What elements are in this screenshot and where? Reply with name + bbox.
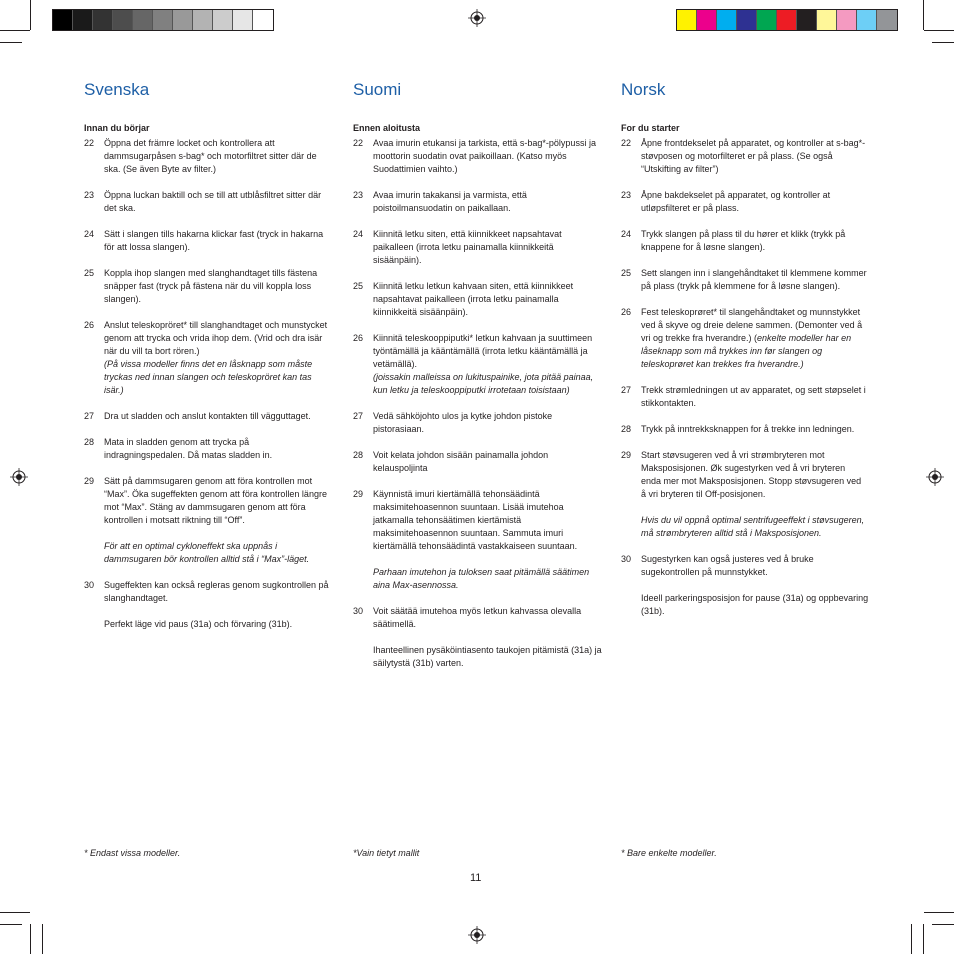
instruction-step (84, 410, 334, 423)
color-swatch (697, 10, 717, 30)
crop-mark (0, 30, 30, 31)
instruction-step (353, 449, 603, 475)
language-title: Svenska (84, 80, 150, 99)
footnote-norsk: * Bare enkelte modeller. (621, 848, 717, 858)
step-body: Öppna det främre locket och kontrollera att dammsugarpåsen s-bag* och motorfiltret sitter där de ska. (Se även Byte av filter.) (104, 138, 317, 174)
step-text (104, 410, 334, 423)
step-body: Sugeffekten kan också regleras genom sugkontrollen på slanghandtaget. (104, 580, 329, 603)
color-swatch (717, 10, 737, 30)
step-text (373, 280, 603, 319)
color-swatch (777, 10, 797, 30)
step-body: Kiinnitä letku siten, että kiinnikkeet napsahtavat paikalleen (irrota letku painamalla kiinnikkeitä sisäänpäin). (373, 229, 562, 265)
instruction-step (621, 267, 871, 293)
step-number: 29 (621, 450, 632, 460)
section-heading: For du starter (621, 123, 680, 133)
crop-mark (0, 924, 22, 925)
step-number: 24 (353, 229, 364, 239)
instruction-step (621, 553, 871, 579)
step-number: 23 (84, 190, 95, 200)
step-text (104, 137, 334, 176)
instruction-step (84, 319, 334, 397)
step-text (373, 449, 603, 475)
registration-mark-icon (10, 468, 28, 486)
color-swatch (233, 10, 253, 30)
extra-paragraph: Perfekt läge vid paus (31a) och förvaring (31b). (104, 619, 293, 629)
crop-mark (30, 0, 31, 30)
instruction-step (621, 449, 871, 501)
step-body: Dra ut sladden och anslut kontakten till vägguttaget. (104, 411, 311, 421)
step-body: Start støvsugeren ved å vri strømbryteren mot Maksposisjonen. Øk sugestyrken ved å vri bryteren enda mer mot Maksposisjonen. Stopp støvsugeren ved å vri bryteren til Off-posisjonen. (641, 450, 862, 499)
instruction-step (621, 137, 871, 176)
crop-mark (924, 912, 954, 913)
section-heading: Innan du börjar (84, 123, 150, 133)
step-body: Kiinnitä letku letkun kahvaan siten, että kiinnikkeet napsahtavat paikalleen (irrota letku painamalla kiinnikkeitä sisäänpäin). (373, 281, 574, 317)
tip-paragraph: Hvis du vil oppnå optimal sentrifugeeffekt i støvsugeren, må strømbryteren alltid stå i Maksposisjonen. (641, 515, 865, 538)
color-swatch (133, 10, 153, 30)
step-text (641, 137, 871, 176)
color-swatch (677, 10, 697, 30)
step-number: 23 (621, 190, 632, 200)
instruction-step (621, 423, 871, 436)
step-text (373, 410, 603, 436)
instruction-step (621, 228, 871, 254)
footnote-svenska: * Endast vissa modeller. (84, 848, 181, 858)
step-body: Sett slangen inn i slangehåndtaket til klemmene kommer på plass (trykk på klemmene for å løsne slangen). (641, 268, 867, 291)
step-body: Öppna luckan baktill och se till att utblåsfiltret sitter där det ska. (104, 190, 322, 213)
column-svenska (84, 80, 334, 631)
section-heading: Ennen aloitusta (353, 123, 421, 133)
crop-mark (30, 924, 31, 954)
color-swatch (73, 10, 93, 30)
color-swatch (797, 10, 817, 30)
step-body: Sugestyrken kan også justeres ved å bruke sugekontrollen på munnstykket. (641, 554, 814, 577)
step-text (373, 332, 603, 397)
step-body: Trykk slangen på plass til du hører et klikk (trykk på knappene for å løsne slangen). (641, 229, 846, 252)
step-number: 24 (84, 229, 95, 239)
color-swatch (113, 10, 133, 30)
step-number: 30 (84, 580, 95, 590)
step-body: Käynnistä imuri kiertämällä tehonsäädintä maksimitehoasennon suuntaan. Lisää imutehoa jatkamalla tehonsäätimen kiertämistä maksimitehoasennon suuntaan. Sammuta imuri kiertämällä tehonsäädintä vastakkaiseen suuntaan. (373, 489, 578, 551)
step-text (373, 228, 603, 267)
step-number: 22 (621, 138, 632, 148)
registration-mark-icon (468, 9, 486, 27)
step-text (641, 384, 871, 410)
step-number: 22 (84, 138, 95, 148)
step-note: enkelte modeller har en låseknapp som må trykkes inn før slangen og teleskoprøret kan trekkes fra hverandre.) (641, 333, 852, 369)
step-number: 28 (353, 450, 364, 460)
step-note: (På vissa modeller finns det en låsknapp som måste tryckas ned innan slangen och teleskopröret kan tas isär.) (104, 359, 313, 395)
column-norsk (621, 80, 871, 618)
step-text (104, 475, 334, 527)
instruction-step (353, 137, 603, 176)
instruction-step (353, 228, 603, 267)
crop-mark (42, 924, 43, 954)
step-number: 25 (84, 268, 95, 278)
color-swatch (737, 10, 757, 30)
color-swatch (213, 10, 233, 30)
step-text (104, 579, 334, 605)
instruction-step (353, 189, 603, 215)
instruction-step (84, 228, 334, 254)
step-text (373, 137, 603, 176)
step-number: 29 (353, 489, 364, 499)
color-swatch (53, 10, 73, 30)
grayscale-color-bar (52, 9, 274, 31)
step-body: Sätt i slangen tills hakarna klickar fast (tryck in hakarna för att lossa slangen). (104, 229, 324, 252)
step-body: Kiinnitä teleskooppiputki* letkun kahvaan ja suuttimeen työntämällä ja kääntämällä (irrota letku kääntämällä ja vetämällä). (373, 333, 593, 369)
color-swatch (173, 10, 193, 30)
step-body: Anslut teleskopröret* till slanghandtaget och munstycket genom att trycka och vrida ihop dem. (Vrid och dra isär när du vill ta bort rören.) (104, 320, 328, 356)
instruction-step (353, 332, 603, 397)
step-text (104, 228, 334, 254)
step-number: 26 (353, 333, 364, 343)
instruction-step (84, 189, 334, 215)
step-number: 25 (353, 281, 364, 291)
step-number: 28 (621, 424, 632, 434)
instruction-step (621, 306, 871, 371)
language-title: Suomi (353, 80, 402, 99)
color-swatch (837, 10, 857, 30)
step-note: (joissakin malleissa on lukituspainike, jota pitää painaa, kun letku ja teleskooppiputki irrotetaan toisistaan) (373, 372, 594, 395)
registration-mark-icon (468, 926, 486, 944)
extra-paragraph: Ihanteellinen pysäköintiasento taukojen pitämistä (31a) ja säilytystä (31b) varten. (373, 645, 602, 668)
instruction-step (84, 267, 334, 306)
step-body: Åpne bakdekselet på apparatet, og kontroller at utløpsfilteret er på plass. (641, 190, 831, 213)
step-number: 27 (353, 411, 364, 421)
footnote-suomi: *Vain tietyt mallit (353, 848, 420, 858)
instruction-step (84, 579, 334, 605)
step-number: 27 (84, 411, 95, 421)
color-swatch (93, 10, 113, 30)
step-text (641, 553, 871, 579)
step-body: Mata in sladden genom att trycka på indragningspedalen. Då matas sladden in. (104, 437, 273, 460)
step-text (641, 306, 871, 371)
instruction-step (353, 280, 603, 319)
step-text (104, 436, 334, 462)
step-number: 27 (621, 385, 632, 395)
step-text (641, 267, 871, 293)
step-body: Avaa imurin takakansi ja varmista, että poistoilmansuodatin on paikallaan. (373, 190, 527, 213)
step-text (373, 189, 603, 215)
color-swatch (817, 10, 837, 30)
instruction-step (353, 410, 603, 436)
step-number: 22 (353, 138, 364, 148)
instruction-step (84, 137, 334, 176)
step-body: Koppla ihop slangen med slanghandtaget tills fästena snäpper fast (tryck på fästena när du vill koppla loss slangen). (104, 268, 318, 304)
tip-paragraph: För att en optimal cykloneffekt ska uppnås i dammsugaren bör kontrollen alltid stå i “Max”-läget. (104, 541, 310, 564)
step-text (104, 267, 334, 306)
crop-mark (911, 924, 912, 954)
step-body: Trykk på inntrekksknappen for å trekke inn ledningen. (641, 424, 855, 434)
instruction-step (621, 384, 871, 410)
step-text (641, 228, 871, 254)
tip-paragraph: Parhaan imutehon ja tuloksen saat pitämällä säätimen aina Max-asennossa. (373, 567, 590, 590)
step-body: Sätt på dammsugaren genom att föra kontrollen mot “Max”. Öka sugeffekten genom att föra kontrollen längre mot “Max”. Stäng av dammsugaren genom att föra kontrollen i motsatt riktning till “Off”. (104, 476, 327, 525)
color-swatch (193, 10, 213, 30)
step-body: Åpne frontdekselet på apparatet, og kontroller at s-bag*-støvposen og motorfilteret er på plass. (Se også “Utskifting av filter”) (641, 138, 866, 174)
column-suomi (353, 80, 603, 670)
step-body: Avaa imurin etukansi ja tarkista, että s-bag*-pölypussi ja moottorin suodatin ovat paikoillaan. (Katso myös Suodattimien vaihto.) (373, 138, 596, 174)
page-number: 11 (470, 872, 482, 884)
step-text (104, 319, 334, 397)
step-body: Fest teleskoprøret* til slangehåndtaket og munnstykket ved å skyve og dreie delene sammen. (Demonter ved å vri og trekke fra hverandre.) ( (641, 307, 863, 343)
step-number: 30 (621, 554, 632, 564)
step-body: Voit kelata johdon sisään painamalla johdon kelauspoljinta (373, 450, 549, 473)
step-text (641, 449, 871, 501)
crop-mark (923, 0, 924, 30)
step-number: 23 (353, 190, 364, 200)
instruction-step (84, 436, 334, 462)
step-number: 26 (621, 307, 632, 317)
color-swatch (877, 10, 897, 30)
crop-mark (924, 30, 954, 31)
step-text (373, 605, 603, 631)
instruction-step (353, 605, 603, 631)
color-swatch (153, 10, 173, 30)
color-swatch (757, 10, 777, 30)
crop-mark (0, 42, 22, 43)
instruction-step (621, 189, 871, 215)
step-text (641, 423, 871, 436)
step-text (373, 488, 603, 553)
step-body: Vedä sähköjohto ulos ja kytke johdon pistoke pistorasiaan. (373, 411, 553, 434)
extra-paragraph: Ideell parkeringsposisjon for pause (31a) og oppbevaring (31b). (641, 593, 869, 616)
step-text (641, 189, 871, 215)
step-body: Voit säätää imutehoa myös letkun kahvassa olevalla säätimellä. (373, 606, 582, 629)
color-swatch (253, 10, 273, 30)
process-color-bar (676, 9, 898, 31)
instruction-step (353, 488, 603, 553)
step-number: 25 (621, 268, 632, 278)
step-number: 30 (353, 606, 364, 616)
crop-mark (932, 42, 954, 43)
color-swatch (857, 10, 877, 30)
step-body: Trekk strømledningen ut av apparatet, og sett støpselet i stikkontakten. (641, 385, 866, 408)
registration-mark-icon (926, 468, 944, 486)
crop-mark (923, 924, 924, 954)
step-number: 24 (621, 229, 632, 239)
step-number: 26 (84, 320, 95, 330)
step-text (104, 189, 334, 215)
instruction-step (84, 475, 334, 527)
crop-mark (0, 912, 30, 913)
language-title: Norsk (621, 80, 666, 99)
crop-mark (932, 924, 954, 925)
step-number: 28 (84, 437, 95, 447)
step-number: 29 (84, 476, 95, 486)
